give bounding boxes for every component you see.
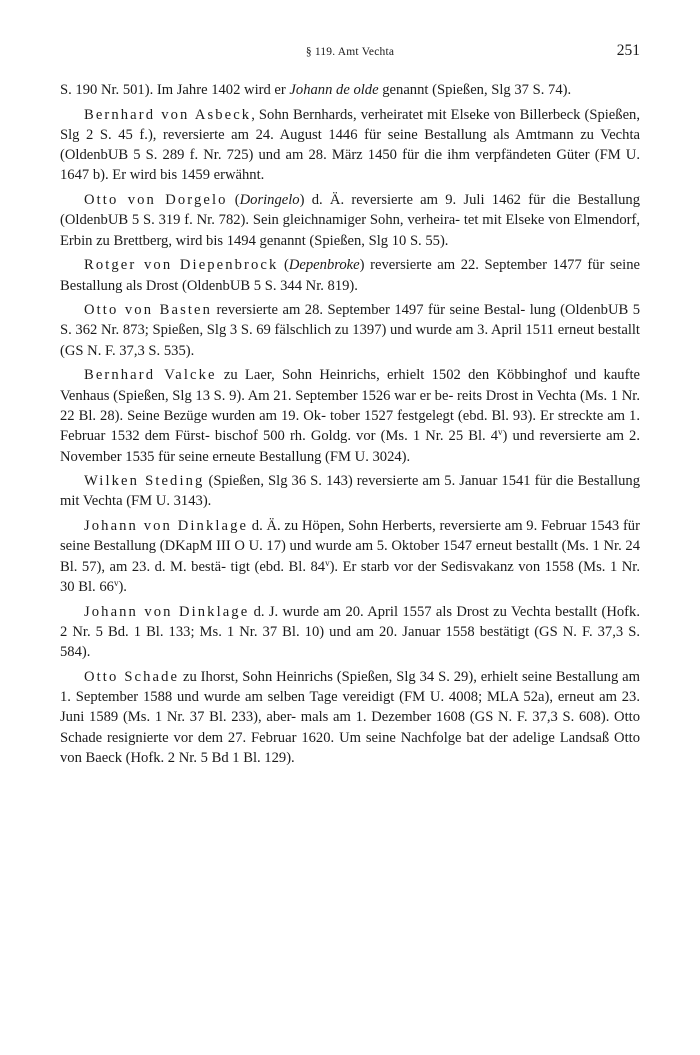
text-run: ). Er starb vor der Sedisvakanz von 1558 (Ms. 1 Nr. 30 — [60, 558, 640, 595]
person-name: Otto von Dorgelo — [84, 192, 228, 209]
person-name: Otto Schade — [84, 668, 180, 685]
person-name: Bernhard von Asbeck — [84, 106, 252, 123]
body-text — [60, 80, 640, 772]
text-run: ( — [278, 257, 289, 274]
text-run: seine Bestallung am 1. September 1588 und wurde am selben Tage vereidigt — [60, 668, 640, 705]
text-run: bischof 500 rh. Goldg. vor (Ms. 1 Nr. 25 Bl. 4 — [214, 428, 499, 445]
text-run: Bestallung (OldenbUB 5 S. 319 f. Nr. 782). Sein gleichnamiger Sohn, verheira- — [60, 192, 640, 229]
text-run: ). — [118, 578, 127, 595]
text-run: wurde am 3. April 1511 erneut bestallt (GS N. F. 37,3 S. 535). — [60, 322, 640, 359]
text-run: (Spießen, Slg 10 S. 55). — [309, 232, 449, 249]
text-run: 1477 für seine Bestallung als Drost (OldenbUB 5 S. 344 Nr. 819). — [60, 257, 640, 294]
text-run: zu Laer, Sohn Heinrichs, erhielt 1502 den Köbbinghof — [216, 367, 568, 384]
person-name: Johann von Dinklage — [84, 518, 249, 535]
superscript: v — [113, 577, 119, 588]
paragraph — [60, 255, 640, 296]
text-run: bestallt (Hofk. 2 Nr. 5 Bd. 1 Bl. 133; Ms. 1 Nr. 37 Bl. 10) und am 20. Januar — [60, 603, 640, 640]
text-run: Bl. 66 — [78, 578, 114, 595]
text-run: Baeck (Hofk. 2 Nr. 5 Bd 1 Bl. 129). — [85, 749, 295, 766]
text-run: , Sohn Bernhards, verheiratet mit Elseke von — [251, 106, 516, 123]
text-run: d. Ä. zu Höpen, Sohn Herberts, reversierte — [248, 518, 502, 535]
paragraph — [60, 80, 640, 100]
text-run: S. 74). — [532, 82, 572, 98]
text-run: mals am 1. Dezember 1608 (GS N. F. 37,3 S. 608). Otto Schade resignierte vor — [60, 709, 641, 746]
text-run: am 5. Oktober 1547 erneut bestallt (Ms. 1 Nr. 24 Bl. 57), am 23. d. M. bestä- — [60, 538, 640, 575]
italic-term: Doringelo — [239, 192, 300, 209]
text-run: reits Drost in Vechta (Ms. 1 Nr. 22 Bl. 28). Seine Bezüge wurden am 19. Ok- — [60, 387, 640, 424]
person-name: Johann von Dinklage — [84, 603, 250, 620]
paragraph — [60, 300, 640, 361]
text-run: zu Ihorst, Sohn Heinrichs (Spießen, Slg 34 S. 29), erhielt — [179, 668, 519, 685]
paragraph — [60, 190, 640, 251]
text-run: ) und reversierte am 2. November — [60, 428, 640, 465]
person-name: Bernhard Valcke — [84, 367, 217, 384]
paragraph — [60, 602, 640, 663]
person-name: Rotger von Diepenbrock — [84, 257, 279, 274]
text-run: ) reversierte am 22. September — [359, 257, 547, 274]
text-run: (Spießen, Slg 36 S. 143) reversierte am 5. Januar 1541 — [204, 473, 531, 490]
text-run: für die Bestallung mit Vechta (FM U. 3143). — [60, 473, 640, 510]
text-run: ( — [227, 192, 240, 209]
section-title: § 119. Amt Vechta — [305, 46, 395, 58]
text-run: dem 27. Februar 1620. Um seine Nachfolge bat der adelige Landsaß Otto von — [60, 729, 640, 766]
text-run: Bestallung als Amtmann zu Vechta (OldenbUB 5 S. 289 f. Nr. 725) und am — [60, 126, 640, 164]
text-run: S. 190 Nr. 501). Im Jahre 1402 wird er — [60, 82, 290, 98]
text-run: und kaufte Venhaus (Spießen, Slg 13 S. 9). Am 21. September 1526 war er be- — [60, 367, 640, 404]
paragraph — [60, 667, 640, 768]
paragraph — [60, 471, 640, 512]
superscript: v — [325, 557, 330, 568]
paragraph — [60, 365, 640, 466]
person-name: Otto von Basten — [84, 302, 212, 319]
text-run: tober 1527 festgelegt (ebd. Bl. 93). Er streckte am 1. Februar 1532 dem Fürst- — [60, 407, 640, 445]
text-run: d. J. wurde am 20. April 1557 als Drost zu Vechta — [249, 603, 551, 620]
running-head — [60, 40, 640, 64]
paragraph — [60, 105, 640, 186]
text-run: 28. März 1450 für die ihm verpfändeten Güter (FM U. 1647 b). Er wird bis — [60, 147, 640, 184]
text-run: 1459 erwähnt. — [180, 167, 265, 184]
text-run: (FM U. 4008; MLA 52a), erneut am 23. Juni 1589 (Ms. 1 Nr. 37 Bl. 233), aber- — [60, 688, 640, 726]
page-number: 251 — [616, 42, 640, 59]
italic-term: Depenbroke — [288, 257, 360, 274]
text-run: am 9. Februar 1543 für seine Bestallung (DKapM III O U. 17) und wurde — [60, 518, 640, 555]
text-run: genannt (Spießen, Slg 37 — [378, 82, 529, 98]
text-run: reversierte am 28. September 1497 für seine Bestal- — [211, 302, 526, 319]
text-run: tigt (ebd. Bl. 84 — [230, 558, 326, 575]
text-run: tet mit Elseke von Elmendorf, Erbin zu Brettberg, wird bis 1494 genannt — [60, 212, 640, 249]
text-run: 1535 für seine erneute Bestallung (FM U. 3024). — [125, 448, 411, 465]
text-run: Billerbeck (Spießen, Slg 2 S. 45 f.), reversierte am 24. August 1446 für seine — [60, 106, 641, 143]
text-run: lung (OldenbUB 5 S. 362 Nr. 873; Spießen, Slg 3 S. 69 fälschlich zu 1397) und — [60, 302, 640, 339]
superscript: v — [498, 427, 503, 438]
text-run: ) d. Ä. reversierte am 9. Juli 1462 für die — [299, 192, 571, 209]
person-name: Wilken Steding — [84, 473, 205, 490]
paragraph — [60, 516, 640, 597]
text-run: 1558 bestätigt (GS N. F. 37,3 S. 584). — [60, 623, 640, 661]
italic-term: Johann de olde — [289, 82, 379, 98]
